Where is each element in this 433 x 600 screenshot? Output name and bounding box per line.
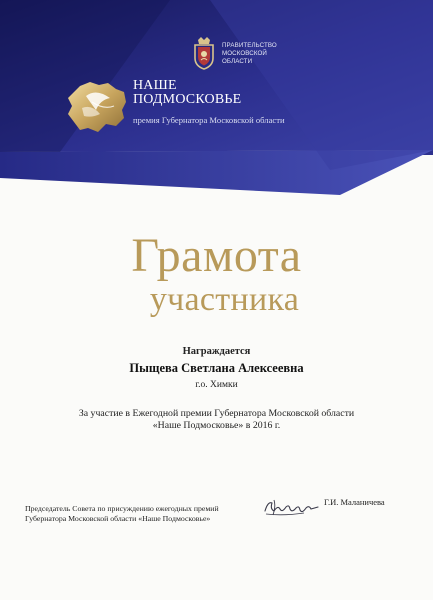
logo-title-line: ПОДМОСКОВЬЕ <box>133 92 242 107</box>
government-line: ПРАВИТЕЛЬСТВО <box>222 42 277 49</box>
moscow-oblast-emblem-icon <box>192 36 216 70</box>
government-line: МОСКОВСКОЙ <box>222 50 267 57</box>
award-reason-line: «Наше Подмосковье» в 2016 г. <box>152 419 281 431</box>
council-chair-title <box>25 504 265 524</box>
chair-line: Губернатора Московской области «Наше Подмосковье» <box>25 514 211 523</box>
government-line: ОБЛАСТИ <box>222 58 253 65</box>
handwritten-signature <box>262 497 322 519</box>
award-reason-line: За участие в Ежегодной премии Губернатора Московской области <box>78 408 355 419</box>
recipient-name: Пыщева Светлана Алексеевна <box>129 361 304 375</box>
certificate-subtitle: участника <box>149 281 300 318</box>
award-reason <box>0 408 433 431</box>
signer-name: Г.И. Маланичева <box>324 497 385 507</box>
government-name <box>222 42 312 66</box>
awarded-label: Награждается <box>182 346 251 357</box>
chair-line: Председатель Совета по присуждению ежегодных премий <box>25 504 219 513</box>
award-logo-title <box>133 79 241 107</box>
certificate-title: Грамота <box>131 229 302 282</box>
recipient-city: г.о. Химки <box>195 380 238 390</box>
moscow-region-map-icon <box>66 80 128 134</box>
award-logo-subtitle: премия Губернатора Московской области <box>133 115 285 125</box>
government-block <box>192 36 302 76</box>
logo-title-line: НАШЕ <box>133 78 177 93</box>
